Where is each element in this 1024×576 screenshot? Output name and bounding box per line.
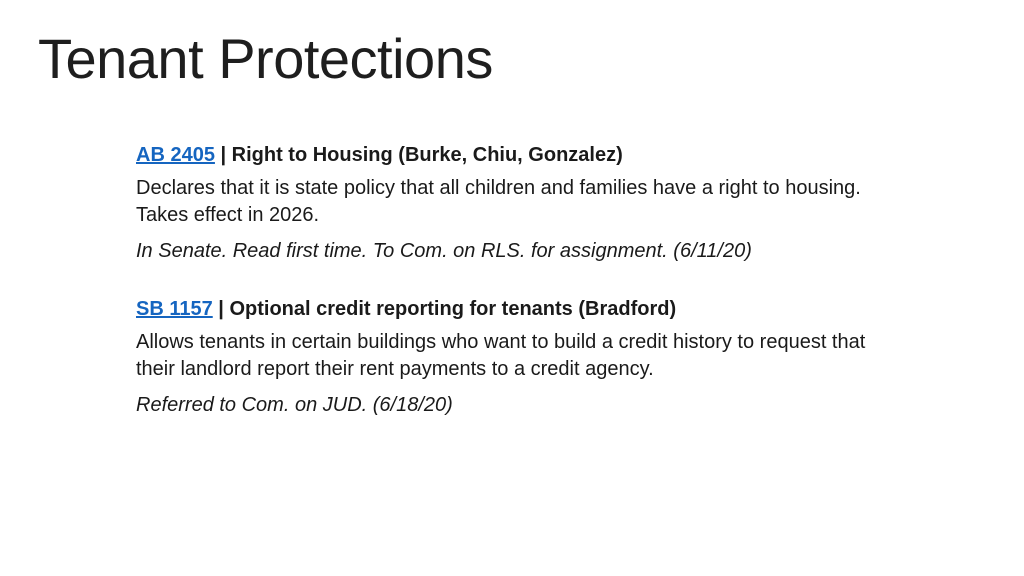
bill-title: Optional credit reporting for tenants (Bradford) xyxy=(229,298,677,320)
bill-sb-1157 xyxy=(136,295,896,419)
bill-ab-2405 xyxy=(136,141,896,265)
heading-separator: | xyxy=(214,144,232,166)
bill-heading xyxy=(136,141,896,169)
bill-number-link[interactable]: SB 1157 xyxy=(136,298,213,320)
bill-number-link[interactable]: AB 2405 xyxy=(136,144,215,166)
bill-list xyxy=(136,141,896,449)
bill-description: Declares that it is state policy that all children and families have a right to housing. Takes effect in 2026. xyxy=(136,177,861,226)
heading-separator: | xyxy=(212,298,230,320)
bill-title: Right to Housing (Burke, Chiu, Gonzalez) xyxy=(231,144,623,166)
bill-heading xyxy=(136,295,896,323)
bill-status: Referred to Com. on JUD. (6/18/20) xyxy=(136,394,453,416)
bill-description: Allows tenants in certain buildings who want to build a credit history to request that their landlord report their rent payments to a credit agency. xyxy=(136,331,866,380)
bill-status: In Senate. Read first time. To Com. on RLS. for assignment. (6/11/20) xyxy=(136,240,752,262)
slide-title: Tenant Protections xyxy=(38,27,493,90)
